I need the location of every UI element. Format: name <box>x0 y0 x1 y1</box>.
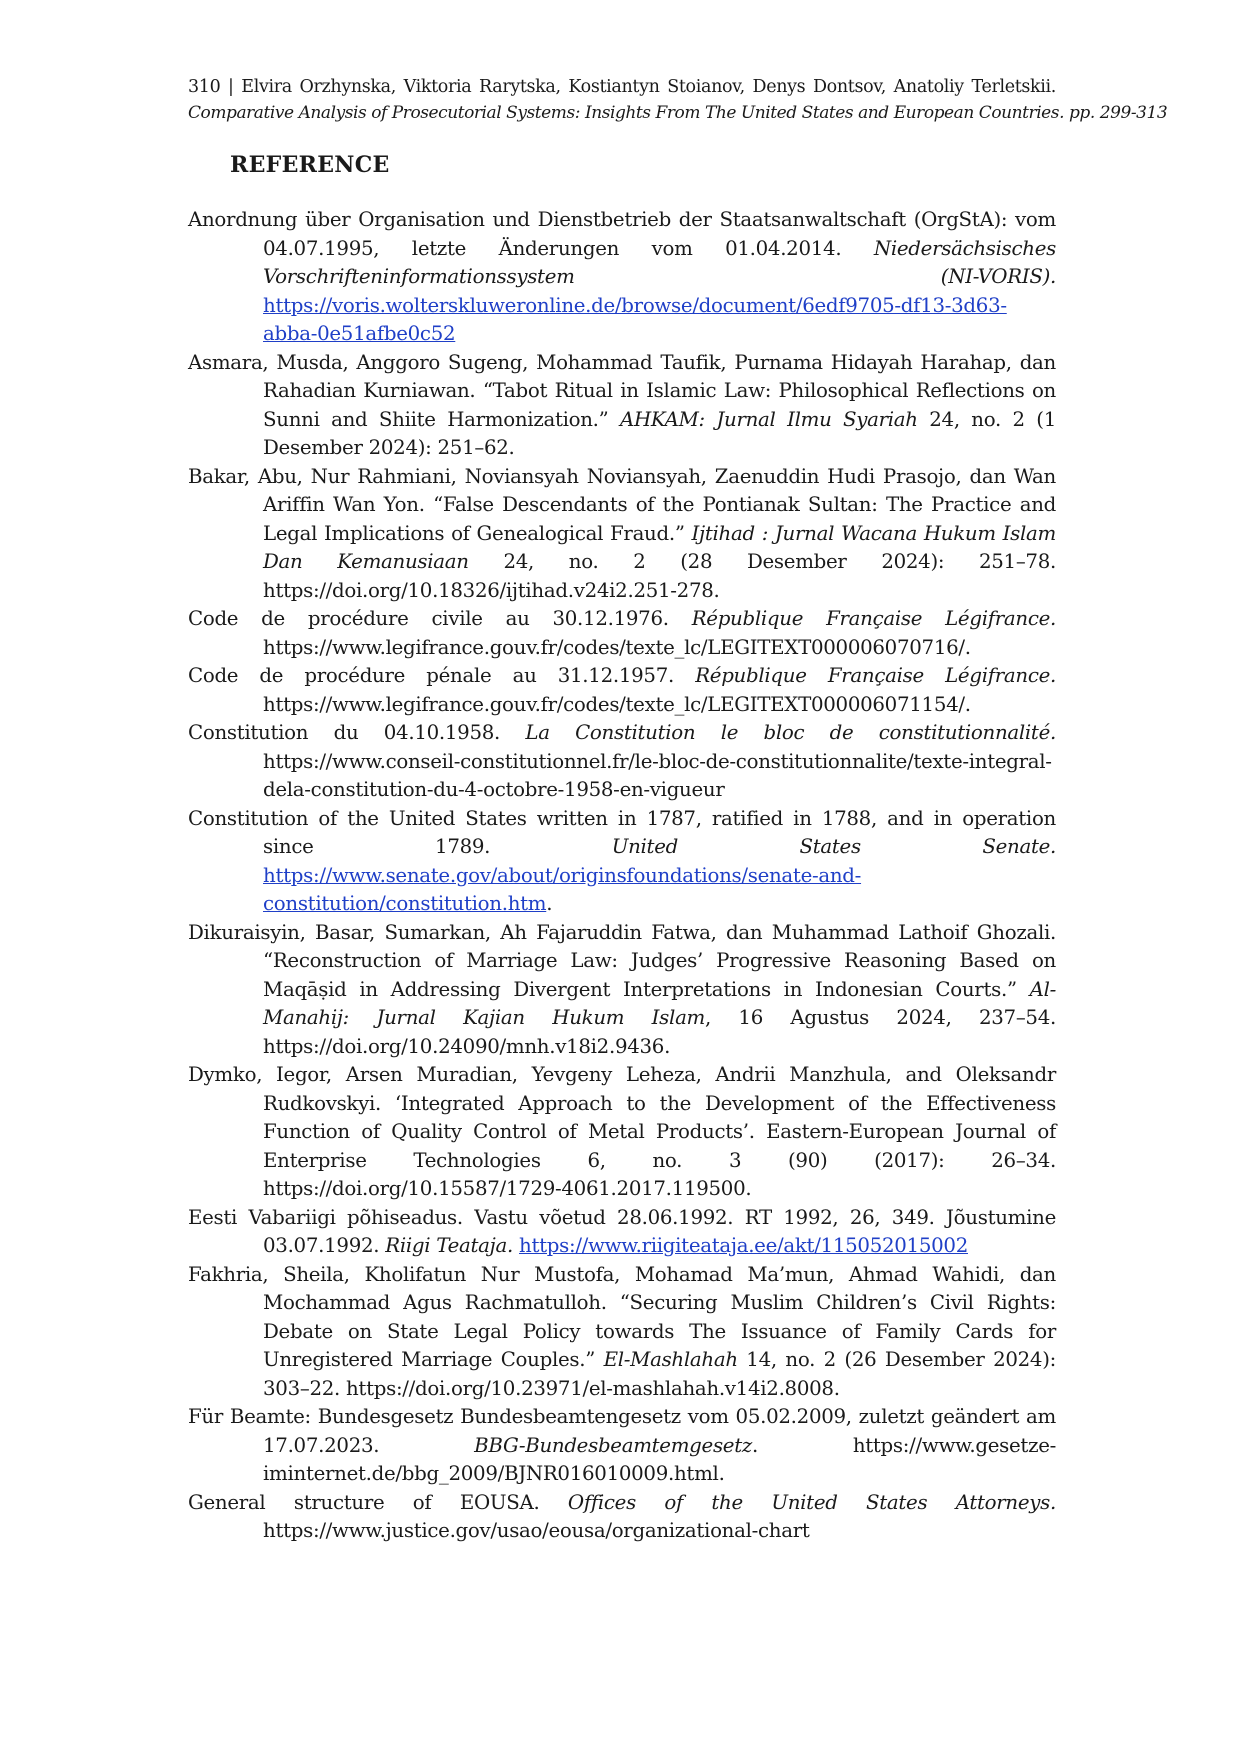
reference-entry: Constitution du 04.10.1958. La Constitution le bloc de constitutionnalité. https://www.conseil-constitutionnel.fr/le-bloc-de-constitutionnalite/texte-integral-dela-constitution-du-4-octobre-1958-en-vigueur <box>188 721 1056 801</box>
running-head-separator: | <box>228 77 234 97</box>
running-head <box>188 74 1168 125</box>
reference-entry: General structure of EOUSA. Offices of the United States Attorneys. https://www.justice.gov/usao/eousa/organizational-chart <box>188 1490 1056 1542</box>
page-number: 310 <box>188 77 221 97</box>
running-head-authors-line <box>188 74 1056 101</box>
reference-entry: Code de procédure civile au 30.12.1976. République Française Légifrance. https://www.legifrance.gouv.fr/codes/texte_lc/LEGITEXT000006070716/. <box>188 607 1056 659</box>
section-heading: REFERENCE <box>230 152 390 178</box>
reference-entry: Constitution of the United States written in 1787, ratified in 1788, and in operation since 1789. United States Senate. https://www.senate.gov/about/originsfoundations/senate-and-constitution/constitution.htm. <box>188 806 1056 915</box>
reference-entry: Bakar, Abu, Nur Rahmiani, Noviansyah Noviansyah, Zaenuddin Hudi Prasojo, dan Wan Ariffin Wan Yon. “False Descendants of the Pontianak Sultan: The Practice and Legal Implications of Genealogical Fraud.” Ijtihad : Jurnal Wacana Hukum Islam Dan Kemanusiaan 24, no. 2 (28 Desember 2024): 251–78. https://doi.org/10.18326/ijtihad.v24i2.251-278. <box>188 464 1057 602</box>
reference-entry: Eesti Vabariigi põhiseadus. Vastu võetud 28.06.1992. RT 1992, 26, 349. Jõustumine 03.07.1992. Riigi Teataja. https://www.riigiteataja.ee/akt/115052015002 <box>188 1205 1056 1257</box>
reference-link[interactable]: https://voris.wolterskluweronline.de/browse/document/6edf9705-df13-3d63-abba-0e51afbe0c52 <box>263 293 1007 345</box>
reference-entry: Asmara, Musda, Anggoro Sugeng, Mohammad Taufik, Purnama Hidayah Harahap, dan Rahadian Kurniawan. “Tabot Ritual in Islamic Law: Philosophical Reflections on Sunni and Shiite Harmonization.” AHKAM: Jurnal Ilmu Syariah 24, no. 2 (1 Desember 2024): 251–62. <box>188 350 1056 459</box>
running-head-authors: Elvira Orzhynska, Viktoria Rarytska, Kostiantyn Stoianov, Denys Dontsov, Anatoliy Terletskii. <box>241 77 1056 97</box>
reference-entry: Code de procédure pénale au 31.12.1957. République Française Légifrance. https://www.legifrance.gouv.fr/codes/texte_lc/LEGITEXT000006071154/. <box>188 664 1057 716</box>
reference-entry: Fakhria, Sheila, Kholifatun Nur Mustofa, Mohamad Ma’mun, Ahmad Wahidi, dan Mochammad Agus Rachmatulloh. “Securing Muslim Children’s Civil Rights: Debate on State Legal Policy towards The Issuance of Family Cards for Unregistered Marriage Couples.” El-Mashlahah 14, no. 2 (26 Desember 2024): 303–22. https://doi.org/10.23971/el-mashlahah.v14i2.8008. <box>188 1262 1056 1400</box>
running-head-title: Comparative Analysis of Prosecutorial Systems: Insights From The United States and European Countries. pp. 299-313 <box>188 103 1168 123</box>
reference-link[interactable]: https://www.senate.gov/about/originsfoundations/senate-and-constitution/constitution.htm <box>263 863 862 915</box>
reference-link[interactable]: https://www.riigiteataja.ee/akt/115052015002 <box>519 1234 968 1257</box>
reference-entry: Für Beamte: Bundesgesetz Bundesbeamtengesetz vom 05.02.2009, zuletzt geändert am 17.07.2023. BBG-Bundesbeamtemgesetz. https://www.gesetze-iminternet.de/bbg_2009/BJNR016010009.html. <box>188 1405 1056 1485</box>
reference-list <box>188 206 1056 1546</box>
reference-entry: Anordnung über Organisation und Dienstbetrieb der Staatsanwaltschaft (OrgStA): vom 04.07.1995, letzte Änderungen vom 01.04.2014. Niedersächsisches Vorschrifteninformationssystem (NI-VORIS). https://voris.wolterskluweronline.de/browse/document/6edf9705-df13-3d63-abba-0e51afbe0c52 <box>188 208 1056 345</box>
reference-entry: Dikuraisyin, Basar, Sumarkan, Ah Fajaruddin Fatwa, dan Muhammad Lathoif Ghozali. “Reconstruction of Marriage Law: Judges’ Progressive Reasoning Based on Maqāṣid in Addressing Divergent Interpretations in Indonesian Courts.” Al-Manahij: Jurnal Kajian Hukum Islam, 16 Agustus 2024, 237–54. https://doi.org/10.24090/mnh.v18i2.9436. <box>188 920 1056 1058</box>
reference-entry: Dymko, Iegor, Arsen Muradian, Yevgeny Leheza, Andrii Manzhula, and Oleksandr Rudkovskyi. ‘Integrated Approach to the Development of the Effectiveness Function of Quality Control of Metal Products’. Eastern-European Journal of Enterprise Technologies 6, no. 3 (90) (2017): 26–34. https://doi.org/10.15587/1729-4061.2017.119500. <box>188 1063 1056 1200</box>
